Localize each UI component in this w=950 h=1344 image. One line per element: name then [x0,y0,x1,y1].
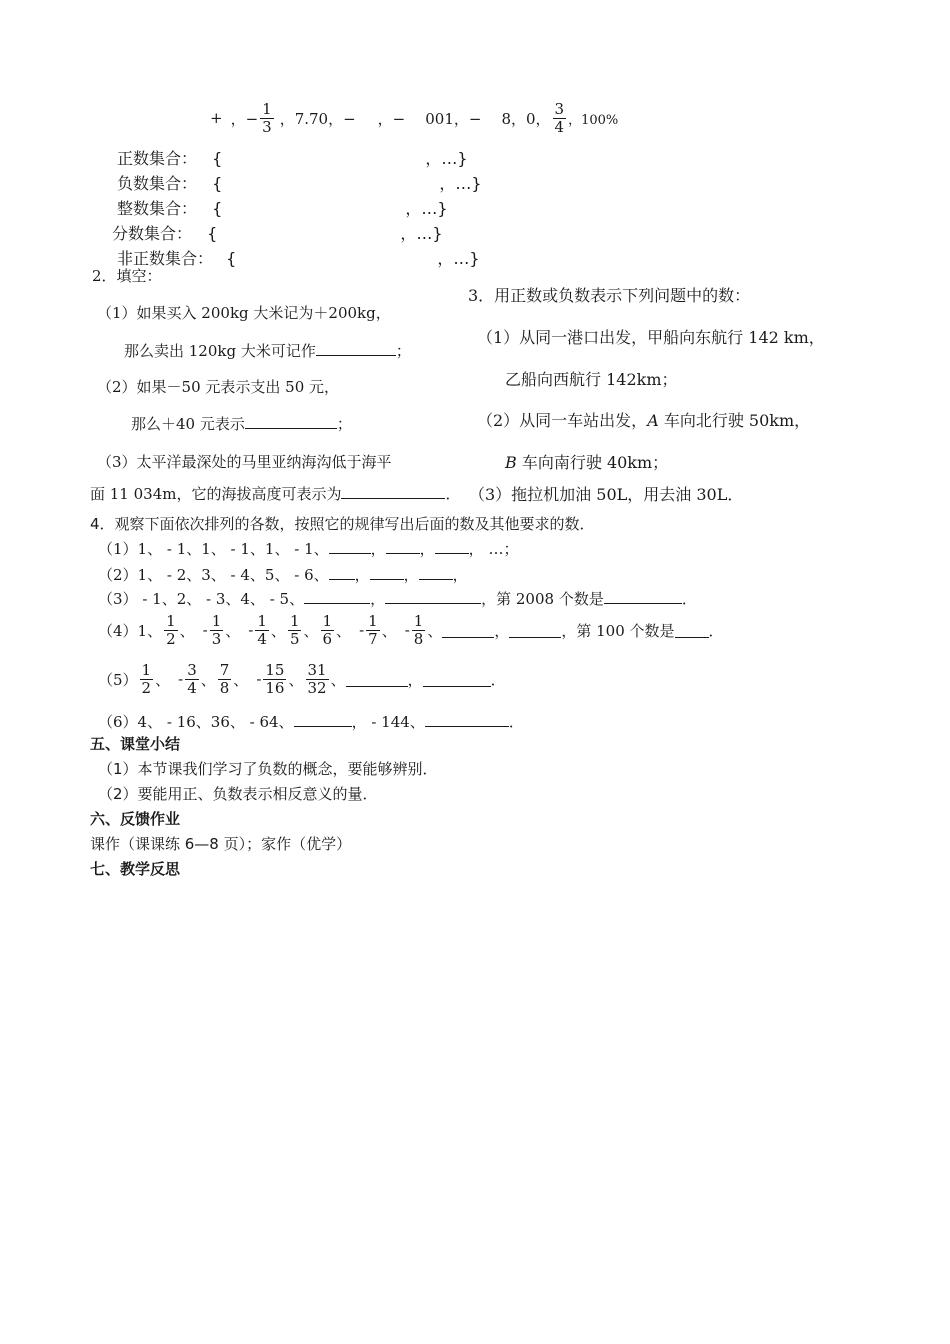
q2-p2a: （2）如果－50 元表示支出 50 元， [97,378,340,396]
q2-p3a: （3）太平洋最深处的马里亚纳海沟低于海平 [97,453,392,471]
num-item: ，− [230,109,259,128]
set-positive: 正数集合： { ，…} [117,149,468,168]
q4-row-1: （1）1、 - 1、1、 - 1、1、 - 1、 ， ， ， …； [98,540,519,558]
fraction-item: - $\frac{1}{7}$ 、 [359,611,397,648]
q2-p1a: （1）如果买入 200kg 大米记为＋200kg， [97,304,391,322]
num-item: + [210,109,223,127]
q4-row-5: （5） $\frac{1}{2}$ 、 - $\frac{3}{4}$ 、 $\frac{7}{8}$ 、 - $\frac{15}{16}$ 、 $\frac{31}{32}$ 、 ， ． [98,660,506,697]
answer-blank [419,565,453,580]
answer-blank [675,623,709,638]
section-6-line-1: 课作（课课练 6—8 页）；家作（优学） [90,835,352,853]
answer-blank [425,712,509,727]
set-integer: 整数集合： { ，…} [117,199,448,218]
num-item: 8，0， [501,109,551,128]
num-item: 001，− [425,109,482,128]
q3-p2b: B 车向南行驶 40km； [505,453,669,472]
answer-blank [245,414,337,429]
q3-p2a: （2）从同一车站出发，A 车向北行驶 50km， [477,411,811,430]
numbers-line [210,96,618,140]
q4-row-2: （2）1、 - 2、3、 - 4、5、 - 6、 ， ， ， [98,566,468,584]
section-5-line-1: （1）本节课我们学习了负数的概念，要能够辨别． [98,760,438,778]
q4-row-4: （4） 1、 $\frac{1}{2}$ 、 - $\frac{1}{3}$ 、 - $\frac{1}{4}$ 、 $\frac{1}{5}$ 、 $\frac{1}{6}$ 、 - $\frac{1}{7}$ 、 - $\frac{1}{8}$ 、 ， ，第 100 个数是 ． [98,611,724,648]
answer-blank [442,623,494,638]
fraction-list [138,662,346,697]
answer-blank [604,589,682,604]
section-5-line-2: （2）要能用正、负数表示相反意义的量． [98,785,378,803]
answer-blank [385,589,481,604]
fraction-item: - $\frac{1}{8}$ 、 [404,611,443,648]
answer-blank [423,672,491,687]
q2-p3b: 面 11 034m，它的海拔高度可表示为 ． [90,485,461,503]
fraction: $\frac{3}{4}$ [554,99,565,136]
fraction: $\frac{1}{3}$ [262,99,272,136]
answer-blank [435,539,469,554]
q3-title: 3．用正数或负数表示下列问题中的数： [468,286,751,305]
answer-blank [329,539,371,554]
q2-p2b: 那么＋40 元表示 ； [131,415,352,433]
q4-row-6: （6）4、 - 16、36、 - 64、 ， - 144、 ． [98,713,524,731]
fraction-item: $\frac{1}{6}$ 、 [322,611,352,648]
answer-blank [341,484,445,499]
fraction-item: $\frac{1}{2}$ 、 [141,660,171,697]
fraction-item: - $\frac{15}{16}$ 、 [256,660,304,697]
q4-row-3: （3） - 1、2、 - 3、4、 - 5、 ， ，第 2008 个数是 ． [98,590,697,608]
set-negative: 负数集合： { ，…} [117,174,482,193]
answer-blank [509,623,561,638]
fraction-item: $\frac{31}{32}$ 、 [307,660,346,697]
q2-title: 2．填空： [92,267,162,285]
num-item: ，− [377,109,406,128]
answer-blank [329,565,355,580]
fraction-item: - $\frac{3}{4}$ 、 [178,660,216,697]
section-5-heading: 五、课堂小结 [90,735,181,753]
num-item: ，7.70，− [279,109,356,128]
q2-p1b: 那么卖出 120kg 大米可记作 ； [124,342,411,360]
q4-title: 4．观察下面依次排列的各数，按照它的规律写出后面的数及其他要求的数． [90,515,595,533]
answer-blank [294,712,352,727]
num-item: ，100% [568,112,619,128]
q3-p1a: （1）从同一港口出发，甲船向东航行 142 km， [477,328,825,347]
section-7-heading: 七、教学反思 [90,860,181,878]
fraction-item: - $\frac{1}{3}$ 、 [202,611,241,648]
fraction-item: $\frac{1}{2}$ 、 [166,611,195,648]
fraction-item: - $\frac{1}{4}$ 、 [248,611,286,648]
answer-blank [346,672,408,687]
answer-blank [386,539,420,554]
answer-blank [316,341,396,356]
set-fraction: 分数集合： { ，…} [112,224,443,243]
fraction-list [162,613,442,648]
q3-p1b: 乙船向西航行 142km； [505,370,678,389]
fraction-item: $\frac{7}{8}$ 、 [219,660,249,697]
answer-blank [304,589,370,604]
answer-blank [370,565,404,580]
set-nonpositive: 非正数集合： { ，…} [117,249,480,268]
q3-p3: （3）拖拉机加油 50L，用去油 30L． [469,485,744,504]
fraction-item: $\frac{1}{5}$ 、 [289,611,319,648]
section-6-heading: 六、反馈作业 [90,810,181,828]
